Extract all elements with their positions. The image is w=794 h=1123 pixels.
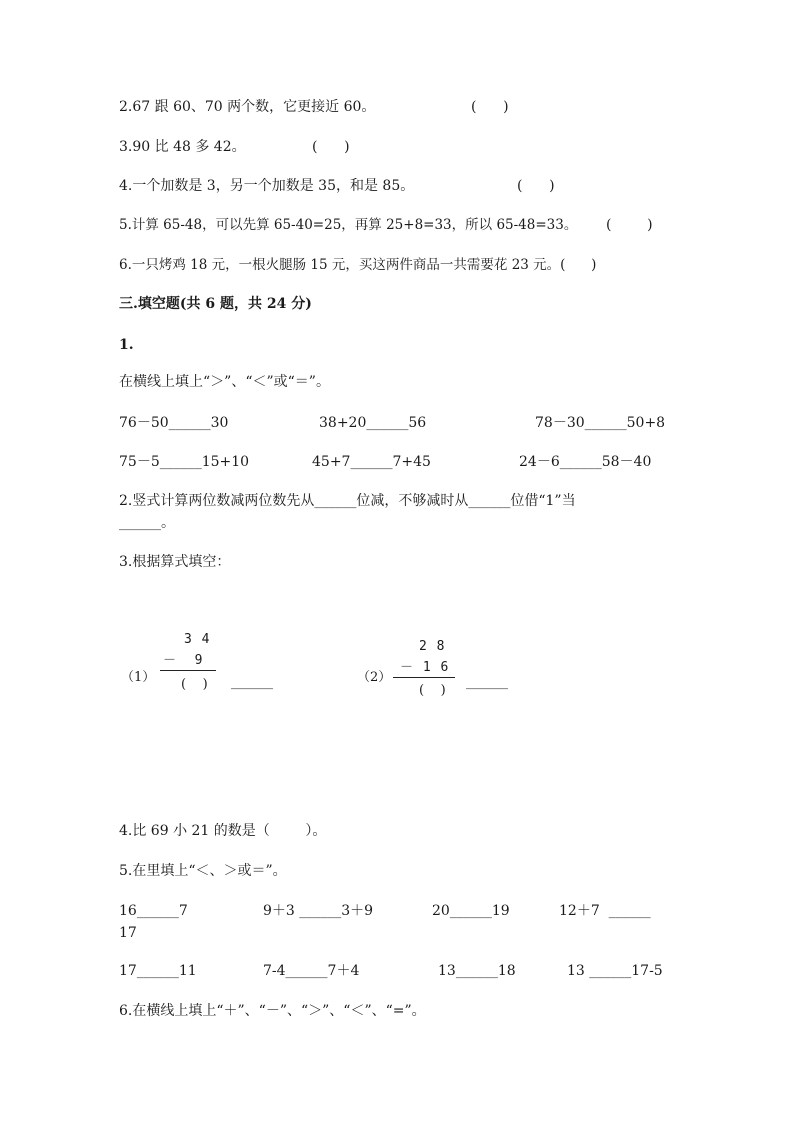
fill-q5-item[interactable]: 7-4______7＋4 <box>263 963 360 979</box>
judge-q5-text: 5.计算 65-48，可以先算 65-40=25，再算 25+8=33，所以 65-48=33。 <box>119 217 578 233</box>
fill-q5-title: 5.在里填上“＜、＞或＝”。 <box>119 863 287 879</box>
fill-q1-number: 1. <box>119 337 134 353</box>
vertical-top-number: 3 4 <box>184 632 211 647</box>
judge-q3-bracket[interactable]: ( ) <box>312 139 350 155</box>
problem-1-label: （1） <box>121 670 156 685</box>
fill-q3-title: 3.根据算式填空： <box>119 554 231 570</box>
fill-q1-item[interactable]: 76－50______30 <box>119 415 229 431</box>
vertical-line <box>393 677 455 678</box>
section-title: 三.填空题(共 6 题，共 24 分) <box>119 296 312 312</box>
vertical-top-number: 2 8 <box>419 639 446 654</box>
judge-q2-bracket[interactable]: ( ) <box>471 99 509 115</box>
fill-q1-item[interactable]: 45+7______7+45 <box>312 454 431 470</box>
judge-q4-bracket[interactable]: ( ) <box>517 178 555 194</box>
fill-q1-item[interactable]: 75－5______15+10 <box>119 454 250 470</box>
vertical-line <box>160 670 216 671</box>
fill-q6-text: 6.在横线上填上“＋”、“－”、“＞”、“＜”、“=”。 <box>119 1003 426 1019</box>
fill-q5-item[interactable]: 13 ______17-5 <box>567 963 663 979</box>
fill-q1-item[interactable]: 78－30______50+8 <box>535 415 666 431</box>
fill-q2-line1[interactable]: 2.竖式计算两位数减两位数先从______位减，不够减时从______位借“1”当 <box>119 493 576 509</box>
judge-q3-text: 3.90 比 48 多 42。 <box>119 139 246 155</box>
fill-q1-item[interactable]: 24－6______58－40 <box>519 454 652 470</box>
problem-1-blank[interactable]: ______ <box>231 674 273 690</box>
problem-2-result[interactable]: ( ) <box>419 683 446 698</box>
fill-q4-text[interactable]: 4.比 69 小 21 的数是（ ）。 <box>119 823 327 839</box>
fill-q5-item[interactable]: 17______11 <box>119 963 197 979</box>
fill-q1-item[interactable]: 38+20______56 <box>319 415 427 431</box>
problem-2-label: （2） <box>357 670 392 685</box>
judge-q6-text: 6.一只烤鸡 18 元，一根火腿肠 15 元，买这两件商品一共需要花 23 元。( ) <box>119 257 597 273</box>
problem-2-blank[interactable]: ______ <box>466 674 508 690</box>
judge-q4-text: 4.一个加数是 3，另一个加数是 35，和是 85。 <box>119 178 415 194</box>
fill-q5-wrap-text: 17 <box>119 925 137 941</box>
fill-q5-item[interactable]: 9＋3 ______3＋9 <box>263 903 374 919</box>
fill-q1-instruction: 在横线上填上“＞”、“＜”或“＝”。 <box>119 374 330 390</box>
fill-q5-item[interactable]: 16______7 <box>119 903 188 919</box>
fill-q5-item[interactable]: 13______18 <box>438 963 516 979</box>
vertical-bottom-number: － 1 6 <box>400 660 450 675</box>
fill-q2-line2[interactable]: ______。 <box>119 515 175 531</box>
fill-q5-item[interactable]: 20______19 <box>432 903 510 919</box>
fill-q5-item[interactable]: 12＋7 ______ <box>559 903 651 919</box>
judge-q2-text: 2.67 跟 60、70 两个数，它更接近 60。 <box>119 99 376 115</box>
judge-q5-bracket[interactable]: ( ) <box>606 217 653 233</box>
problem-1-result[interactable]: ( ) <box>181 677 208 692</box>
vertical-bottom-number: － 9 <box>163 653 204 668</box>
